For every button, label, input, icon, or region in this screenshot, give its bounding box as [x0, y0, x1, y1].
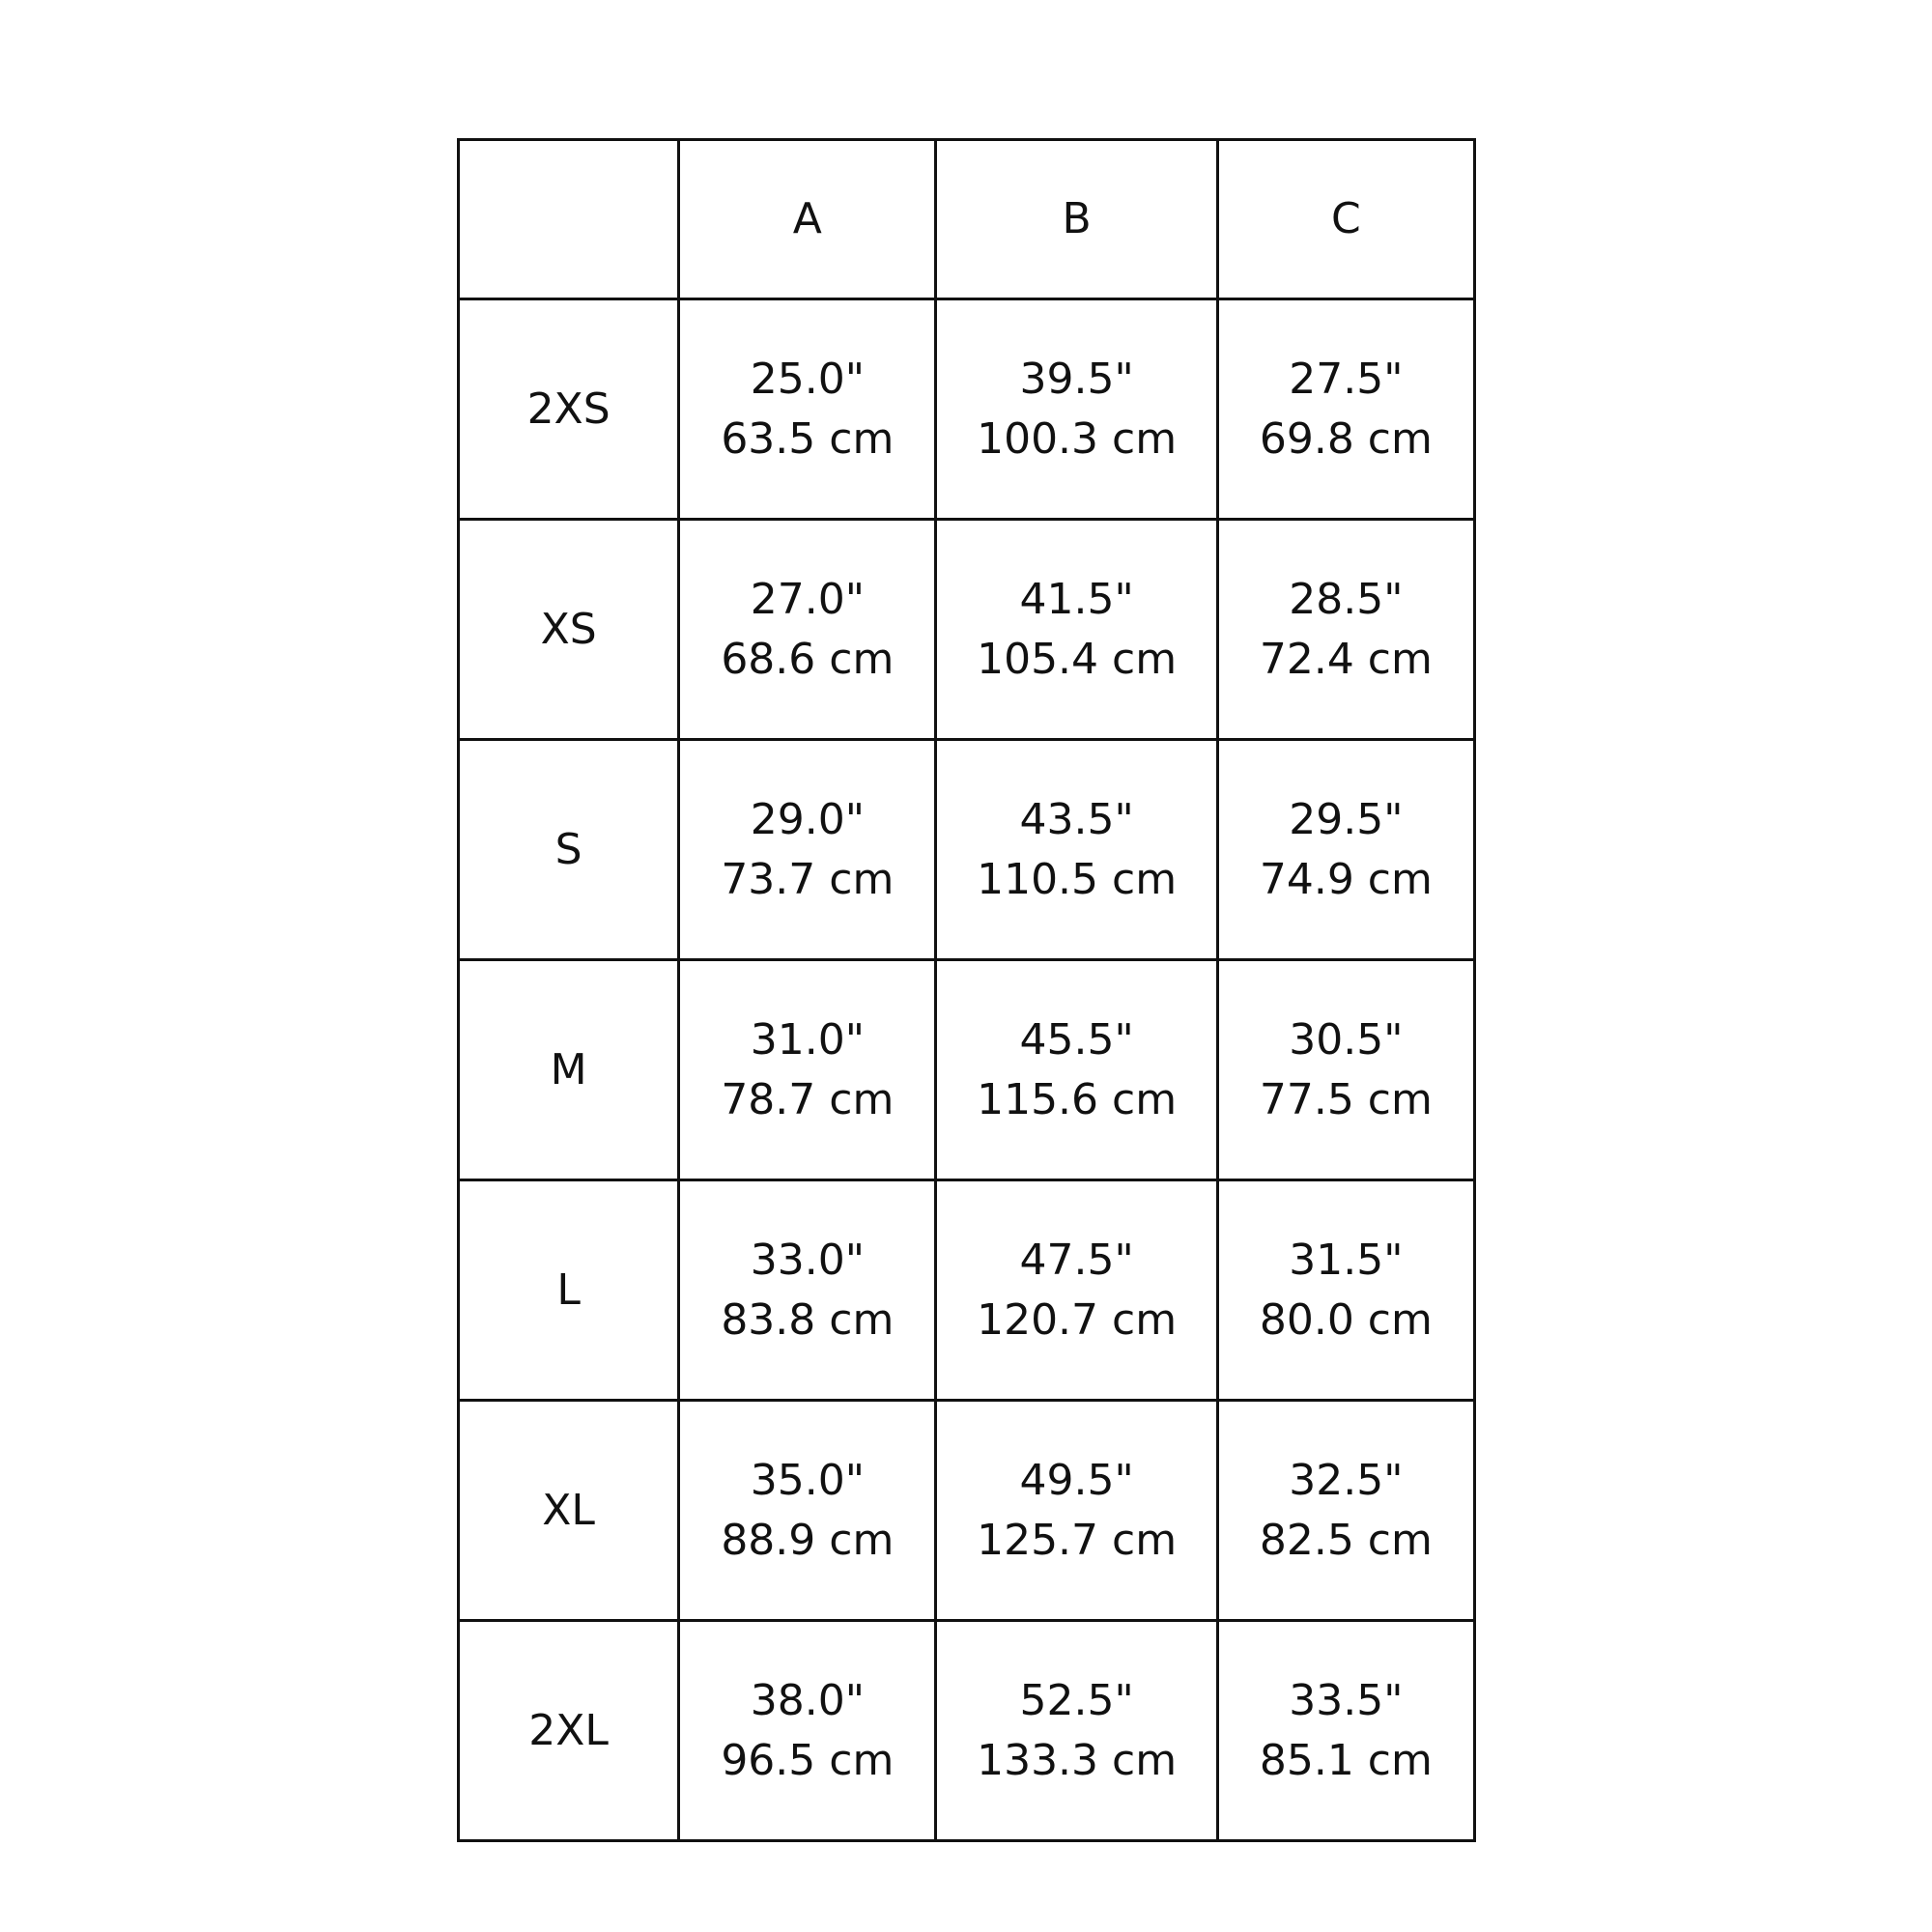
- measurement-cell-a: [679, 1621, 936, 1841]
- size-label-cell: L: [459, 1180, 679, 1401]
- inches-value: 30.5": [1289, 1014, 1404, 1065]
- table-row: [459, 299, 1475, 520]
- size-label-cell: 2XS: [459, 299, 679, 520]
- inches-value: 31.5": [1289, 1235, 1404, 1285]
- inches-value: 29.5": [1289, 794, 1404, 844]
- centimeters-value: 63.5 cm: [721, 413, 895, 464]
- table-row: [459, 1621, 1475, 1841]
- inches-value: 29.0": [750, 794, 865, 844]
- measurement-cell-a: [679, 740, 936, 960]
- inches-value: 33.5": [1289, 1675, 1404, 1725]
- centimeters-value: 74.9 cm: [1259, 854, 1433, 904]
- measurement-cell-a: [679, 299, 936, 520]
- size-label-cell: XL: [459, 1401, 679, 1621]
- table-row: [459, 960, 1475, 1180]
- centimeters-value: 115.6 cm: [977, 1074, 1178, 1124]
- centimeters-value: 110.5 cm: [977, 854, 1178, 904]
- inches-value: 25.0": [750, 354, 865, 404]
- measurement-cell-c: [1217, 1621, 1474, 1841]
- inches-value: 31.0": [750, 1014, 865, 1065]
- header-cell-a: A: [679, 140, 936, 299]
- size-label-cell: M: [459, 960, 679, 1180]
- inches-value: 49.5": [1019, 1455, 1134, 1505]
- centimeters-value: 73.7 cm: [721, 854, 895, 904]
- centimeters-value: 69.8 cm: [1259, 413, 1433, 464]
- measurement-cell-c: [1217, 520, 1474, 740]
- size-chart-body: [459, 140, 1475, 1841]
- centimeters-value: 85.1 cm: [1259, 1735, 1433, 1785]
- size-chart-table: [457, 138, 1476, 1842]
- centimeters-value: 105.4 cm: [977, 634, 1178, 684]
- inches-value: 38.0": [750, 1675, 865, 1725]
- measurement-cell-b: [936, 1180, 1217, 1401]
- table-row: [459, 1180, 1475, 1401]
- size-label-cell: XS: [459, 520, 679, 740]
- measurement-cell-b: [936, 299, 1217, 520]
- header-row: [459, 140, 1475, 299]
- table-row: [459, 1401, 1475, 1621]
- inches-value: 52.5": [1019, 1675, 1134, 1725]
- inches-value: 39.5": [1019, 354, 1134, 404]
- inches-value: 47.5": [1019, 1235, 1134, 1285]
- centimeters-value: 78.7 cm: [721, 1074, 895, 1124]
- inches-value: 27.0": [750, 574, 865, 624]
- centimeters-value: 68.6 cm: [721, 634, 895, 684]
- measurement-cell-a: [679, 1401, 936, 1621]
- inches-value: 33.0": [750, 1235, 865, 1285]
- centimeters-value: 133.3 cm: [977, 1735, 1178, 1785]
- inches-value: 28.5": [1289, 574, 1404, 624]
- inches-value: 41.5": [1019, 574, 1134, 624]
- header-cell-corner: [459, 140, 679, 299]
- centimeters-value: 88.9 cm: [721, 1515, 895, 1565]
- measurement-cell-b: [936, 740, 1217, 960]
- header-cell-c: C: [1217, 140, 1474, 299]
- inches-value: 43.5": [1019, 794, 1134, 844]
- inches-value: 35.0": [750, 1455, 865, 1505]
- measurement-cell-c: [1217, 960, 1474, 1180]
- measurement-cell-c: [1217, 740, 1474, 960]
- table-row: [459, 520, 1475, 740]
- measurement-cell-a: [679, 1180, 936, 1401]
- inches-value: 45.5": [1019, 1014, 1134, 1065]
- measurement-cell-b: [936, 520, 1217, 740]
- centimeters-value: 77.5 cm: [1259, 1074, 1433, 1124]
- inches-value: 32.5": [1289, 1455, 1404, 1505]
- table-row: [459, 740, 1475, 960]
- measurement-cell-b: [936, 1401, 1217, 1621]
- header-cell-b: B: [936, 140, 1217, 299]
- measurement-cell-c: [1217, 1401, 1474, 1621]
- inches-value: 27.5": [1289, 354, 1404, 404]
- measurement-cell-c: [1217, 299, 1474, 520]
- centimeters-value: 120.7 cm: [977, 1294, 1178, 1345]
- measurement-cell-b: [936, 960, 1217, 1180]
- size-label-cell: 2XL: [459, 1621, 679, 1841]
- measurement-cell-b: [936, 1621, 1217, 1841]
- centimeters-value: 83.8 cm: [721, 1294, 895, 1345]
- centimeters-value: 72.4 cm: [1259, 634, 1433, 684]
- centimeters-value: 125.7 cm: [977, 1515, 1178, 1565]
- centimeters-value: 82.5 cm: [1259, 1515, 1433, 1565]
- measurement-cell-c: [1217, 1180, 1474, 1401]
- size-label-cell: S: [459, 740, 679, 960]
- centimeters-value: 100.3 cm: [977, 413, 1178, 464]
- centimeters-value: 80.0 cm: [1259, 1294, 1433, 1345]
- measurement-cell-a: [679, 960, 936, 1180]
- centimeters-value: 96.5 cm: [721, 1735, 895, 1785]
- measurement-cell-a: [679, 520, 936, 740]
